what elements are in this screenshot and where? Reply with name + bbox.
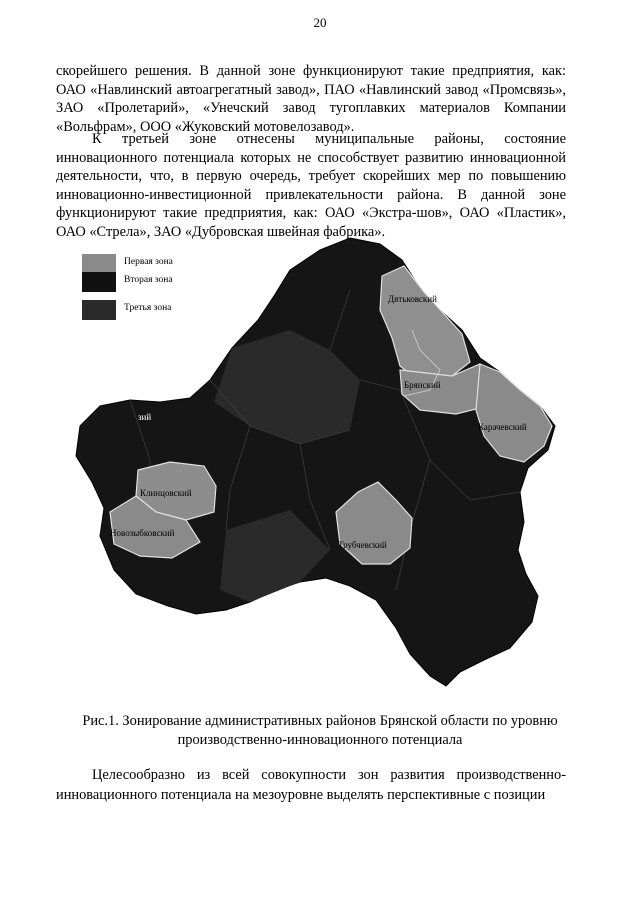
label-trubchevsky: Трубчевский [338,540,387,550]
figure-caption [0,712,640,750]
legend-label-second: Вторая зона [124,275,173,285]
label-karachevsky: Карачевский [478,422,527,432]
label-klintsovsky: Клинцовский [140,488,192,498]
label-west-fragment: зий [138,412,152,422]
legend-swatch-first [82,254,116,274]
paragraph-2: К третьей зоне отнесены муниципальные районы, состояние инновационного потенциала которых не способствует развитию инновационной деятельности, что, в первую очередь, требует скорейших мер по повышению инновационно-инвестиционной привлекательности района. В данной зоне функционируют такие предприятия, как: ОАО «Экстра-шов», ОАО «Пластик», ОАО «Стрела», ЗАО «Дубровская швейная фабрика». [56,131,566,240]
paragraph-1: скорейшего решения. В данной зоне функционируют такие предприятия, как: ОАО «Навлинский автоагрегатный завод», ПАО «Навлинский завод «Промсвязь», ЗАО «Пролетарий», «Унечский завод тугоплавких материалов Компании «Вольфрам», ООО «Жуковский мотовелозавод». [56,63,566,135]
legend-swatch-second [82,272,116,292]
label-dyatkovsky: Дятьковский [388,294,437,304]
label-bryansky: Брянский [404,380,441,390]
map-figure [0,230,640,700]
paragraph-3: Целесообразно из всей совокупности зон развития производственно-инновационного потенциала на мезоуровне выделять перспективные с позиции [56,767,566,803]
caption-line-1: Рис.1. Зонирование административных районов Брянской области по уровню [82,713,558,729]
legend-label-first: Первая зона [124,257,173,267]
legend-swatch-third [82,300,116,320]
page-number: 20 [313,15,327,30]
label-novozybkovsky: Новозыбковский [110,528,175,538]
caption-line-2: производственно-инновационного потенциала [177,732,463,748]
legend-label-third: Третья зона [124,303,172,313]
